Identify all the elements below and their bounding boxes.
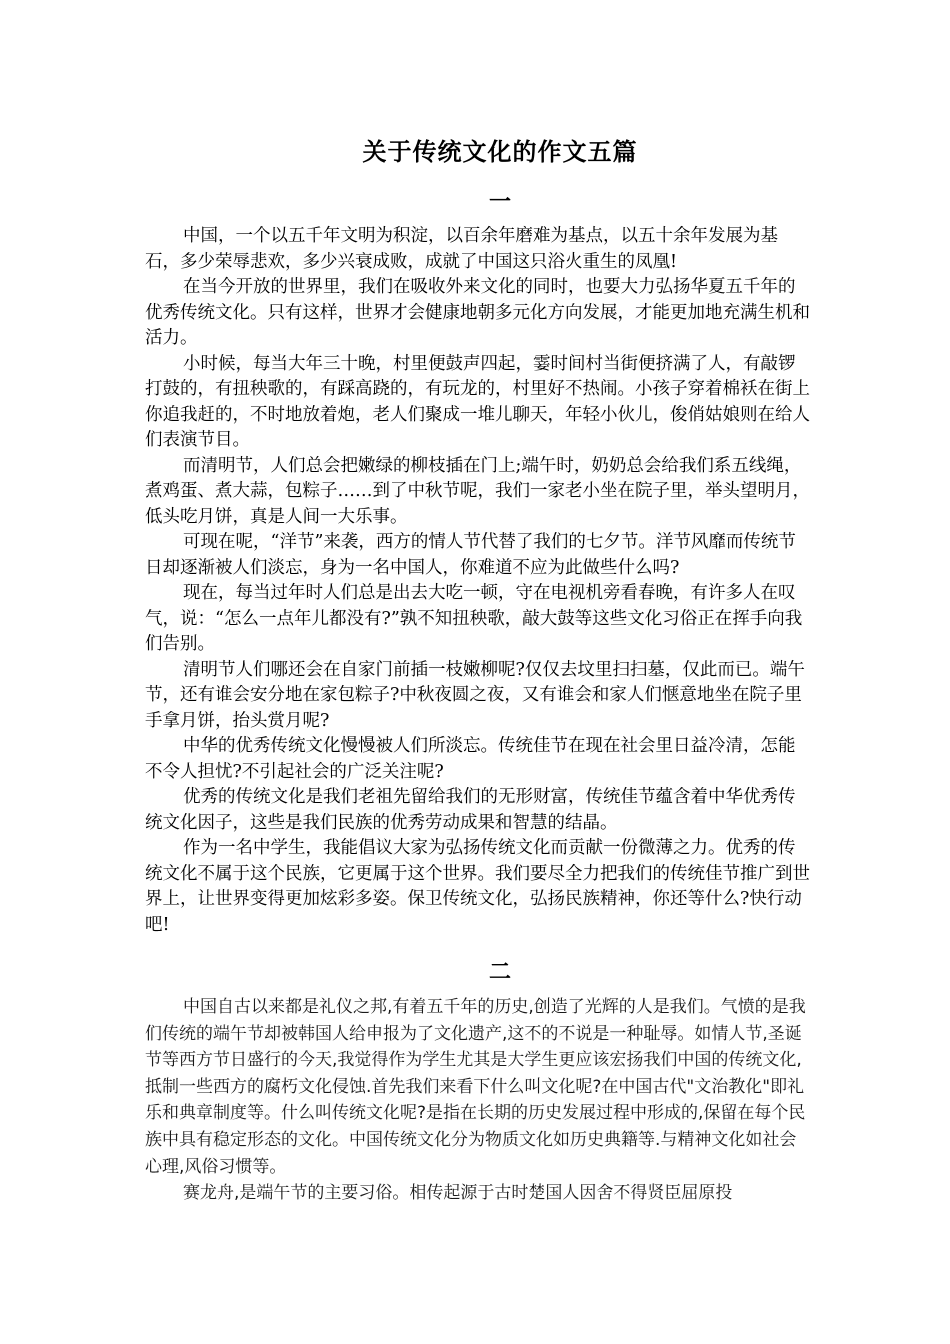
- document-title: 关于传统文化的作文五篇: [362, 137, 638, 166]
- paragraph: 优秀的传统文化是我们老祖先留给我们的无形财富，传统佳节蕴含着中华优秀传统文化因子，这些是我们民族的优秀劳动成果和智慧的结晶。: [145, 787, 796, 833]
- section-heading-2: 二: [488, 959, 511, 985]
- paragraph: 赛龙舟,是端午节的主要习俗。相传起源于古时楚国人因舍不得贤臣屈原投: [183, 1183, 733, 1204]
- paragraph: 现在，每当过年时人们总是出去大吃一顿，守在电视机旁看春晚，有许多人在叹气，说：“怎么一点年儿都没有?”孰不知扭秧歌，敲大鼓等这些文化习俗正在挥手向我们告别。: [145, 583, 803, 654]
- paragraph: 清明节人们哪还会在自家门前插一枝嫩柳呢?仅仅去坟里扫扫墓，仅此而已。端午节，还有谁会安分地在家包粽子?中秋夜圆之夜，又有谁会和家人们惬意地坐在院子里手拿月饼，抬头赏月呢?: [145, 659, 805, 731]
- paragraph: 而清明节，人们总会把嫩绿的柳枝插在门上;端午时，奶奶总会给我们系五线绳，煮鸡蛋、煮大蒜，包粽子……到了中秋节呢，我们一家老小坐在院子里，举头望明月，低头吃月饼，真是人间一大乐事。: [145, 455, 810, 527]
- paragraph: 中华的优秀传统文化慢慢被人们所淡忘。传统佳节在现在社会里日益冷清，怎能不令人担忧?不引起社会的广泛关注呢?: [145, 736, 796, 782]
- section-body-2: [145, 994, 810, 1207]
- paragraph: 小时候，每当大年三十晚，村里便鼓声四起，霎时间村当街便挤满了人，有敲锣打鼓的，有扭秧歌的，有踩高跷的，有玩龙的，村里好不热闹。小孩子穿着棉袄在街上你追我赶的，不时地放着炮，老人们聚成一堆儿聊天，年轻小伙儿，俊俏姑娘则在给人们表演节目。: [145, 353, 810, 450]
- paragraph: 中国自古以来都是礼仪之邦,有着五千年的历史,创造了光辉的人是我们。气愤的是我们传统的端午节却被韩国人给申报为了文化遗产,这不的不说是一种耻辱。如情人节,圣诞节等西方节日盛行的今天,我觉得作为学生尤其是大学生更应该宏扬我们中国的传统文化,抵制一些西方的腐朽文化侵蚀.首先我们来看下什么叫文化呢?在中国古代"文治教化"即礼乐和典章制度等。什么叫传统文化呢?是指在长期的历史发展过程中形成的,保留在每个民族中具有稳定形态的文化。中国传统文化分为物质文化如历史典籍等.与精神文化如社会心理,风俗习惯等。: [145, 997, 806, 1177]
- section-heading-1: 一: [488, 189, 511, 215]
- section-body-1: [145, 224, 810, 938]
- paragraph: 可现在呢，“洋节”来袭，西方的情人节代替了我们的七夕节。洋节风靡而传统节日却逐渐被人们淡忘，身为一名中国人，你难道不应为此做些什么吗?: [145, 532, 796, 578]
- paragraph: 在当今开放的世界里，我们在吸收外来文化的同时，也要大力弘扬华夏五千年的优秀传统文化。只有这样，世界才会健康地朝多元化方向发展，才能更加地充满生机和活力。: [145, 277, 810, 348]
- paragraph: 中国，一个以五千年文明为积淀，以百余年磨难为基点，以五十余年发展为基石，多少荣辱悲欢，多少兴衰成败，成就了中国这只浴火重生的凤凰!: [145, 226, 778, 272]
- paragraph: 作为一名中学生，我能倡议大家为弘扬传统文化而贡献一份微薄之力。优秀的传统文化不属于这个民族，它更属于这个世界。我们要尽全力把我们的传统佳节推广到世界上，让世界变得更加炫彩多姿。保卫传统文化，弘扬民族精神，你还等什么?快行动吧!: [145, 838, 810, 935]
